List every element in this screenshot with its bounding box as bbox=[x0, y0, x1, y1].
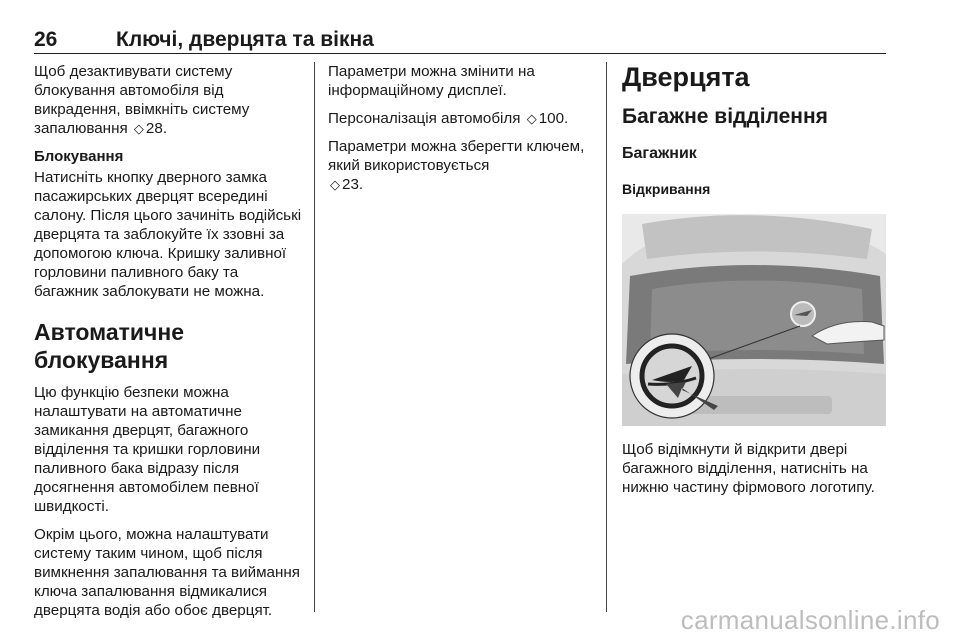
intro-paragraph: Щоб дезактивувати систему блокування автомобіля від викрадення, ввімкніть систему запалювання ◇ 28. bbox=[34, 63, 250, 137]
section-heading-auto-locking: Автоматичне блокування bbox=[34, 319, 185, 373]
section-heading-locking: Блокування bbox=[34, 148, 124, 165]
settings-paragraph: Параметри можна змінити на інформаційному дисплеї. bbox=[328, 63, 535, 99]
reference-arrow-icon[interactable]: ◇ bbox=[330, 177, 340, 192]
section-heading-luggage: Багажне відділення bbox=[622, 105, 828, 128]
reference-arrow-icon[interactable]: ◇ bbox=[133, 121, 144, 136]
column-3 bbox=[622, 62, 888, 506]
column-divider bbox=[606, 62, 607, 612]
key-storage-paragraph: Параметри можна зберегти ключем, який використовується ◇ 23. bbox=[328, 138, 585, 193]
page-reference-link[interactable]: 23. bbox=[342, 176, 364, 193]
page-header bbox=[34, 28, 886, 52]
column-1 bbox=[34, 62, 302, 629]
reference-arrow-icon[interactable]: ◇ bbox=[526, 111, 537, 126]
column-2 bbox=[328, 62, 592, 203]
personalization-paragraph: Персоналізація автомобіля ◇ 100. bbox=[328, 110, 569, 127]
page-reference-link[interactable]: 28. bbox=[145, 120, 168, 137]
page-number: 26 bbox=[34, 28, 58, 51]
tailgate-opening-illustration bbox=[622, 214, 886, 426]
opening-caption: Щоб відімкнути й відкрити двері багажного відділення, натисніть на нижню частину фірмового логотипу. bbox=[622, 441, 875, 496]
watermark: carmanualsonline.info bbox=[680, 605, 940, 635]
section-heading-opening: Відкривання bbox=[622, 181, 711, 197]
section-heading-tailgate: Багажник bbox=[622, 145, 697, 162]
page-title: Ключі, дверцята та вікна bbox=[116, 28, 374, 51]
auto-locking-paragraph: Цю функцію безпеки можна налаштувати на автоматичне замикання дверцят, багажного відділення та кришки горловини паливного бака відразу після досягнення автомобілем певної швидкості. bbox=[34, 384, 261, 515]
locking-paragraph: Натисніть кнопку дверного замка пасажирських дверцят всередині салону. Після цього зачиніть водійські дверцята та заблокуйте їх ззовні за допомогою ключа. Кришку заливної горловини паливного баку та багажник заблокувати не можна. bbox=[34, 169, 302, 300]
section-heading-doors: Дверцята bbox=[622, 62, 750, 92]
auto-locking-paragraph: Окрім цього, можна налаштувати систему таким чином, щоб після вимкнення запалювання та виймання ключа запалювання відмикалися дверцята водія або обоє дверцят. bbox=[34, 526, 300, 619]
column-divider bbox=[314, 62, 315, 612]
page-reference-link[interactable]: 100. bbox=[538, 110, 569, 127]
header-divider bbox=[34, 53, 886, 54]
